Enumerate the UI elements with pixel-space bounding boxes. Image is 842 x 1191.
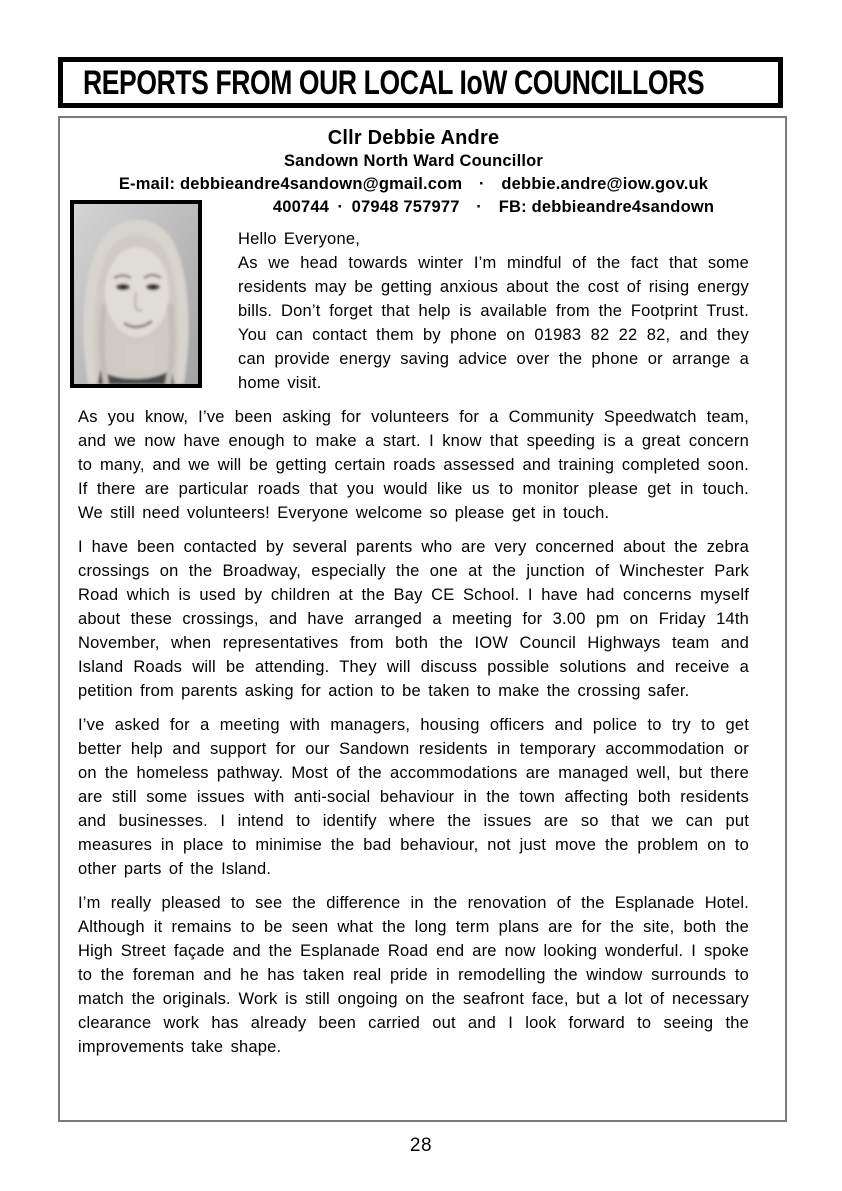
report-paragraph: As you know, I’ve been asking for volunteers for a Community Speedwatch team, and we now have enough to make a start. I know that speeding is a great concern to many, and we will be getting certain roads assessed and training completed soon. If there are particular roads that you would like us to monitor please get in touch. We still need volunteers! Everyone welcome so please get in touch. (78, 408, 749, 522)
councillor-phone-line: 400744 · 07948 757977 · FB: debbieandre4sandown (272, 198, 715, 216)
report-greeting: Hello Everyone, (238, 230, 360, 248)
section-title: REPORTS FROM OUR LOCAL IoW COUNCILLORS (83, 63, 705, 102)
councillor-name: Cllr Debbie Andre (327, 127, 500, 149)
report-paragraph: I have been contacted by several parents who are very concerned about the zebra crossings on the Broadway, especially the one at the junction of Winchester Park Road which is used by children at the Bay CE School. I have had concerns myself about these crossings, and have arranged a meeting for 3.00 pm on Friday 14th November, when representatives from both the IOW Council Highways team and Island Roads will be attending. They will discuss possible solutions and receive a petition from parents asking for action to be taken to make the crossing safer. (78, 538, 749, 700)
councillor-ward-title: Sandown North Ward Councillor (283, 152, 544, 170)
councillor-report-card (58, 116, 787, 1122)
portrait-illustration (74, 204, 198, 384)
councillor-email-line: E-mail: debbieandre4sandown@gmail.com · debbie.andre@iow.gov.uk (118, 175, 709, 193)
report-paragraph: I’ve asked for a meeting with managers, housing officers and police to try to get better help and support for our Sandown residents in temporary accommodation or on the homeless pathway. Most of the accommodations are managed well, but there are still some issues with anti-social behaviour in the town affecting both residents and businesses. I intend to identify where the issues are so that we can put measures in place to minimise the bad behaviour, not just move the problem on to other parts of the Island. (78, 716, 749, 878)
report-paragraph: I’m really pleased to see the difference in the renovation of the Esplanade Hotel. Although it remains to be seen what the long term plans are for the site, both the High Street façade and the Esplanade Road end are now looking wonderful. I spoke to the foreman and he has taken real pride in remodelling the window surrounds to match the originals. Work is still ongoing on the seafront face, but a lot of necessary clearance work has already been carried out and I look forward to seeing the improvements take shape. (78, 894, 749, 1056)
page-number: 28 (409, 1135, 433, 1156)
councillor-portrait-photo (70, 200, 202, 388)
report-paragraph: As we head towards winter I’m mindful of the fact that some residents may be getting anxious about the cost of rising energy bills. Don’t forget that help is available from the Footprint Trust. You can contact them by phone on 01983 82 22 82, and they can provide energy saving advice over the phone or arrange a home visit. (238, 254, 749, 392)
section-banner (58, 57, 783, 108)
